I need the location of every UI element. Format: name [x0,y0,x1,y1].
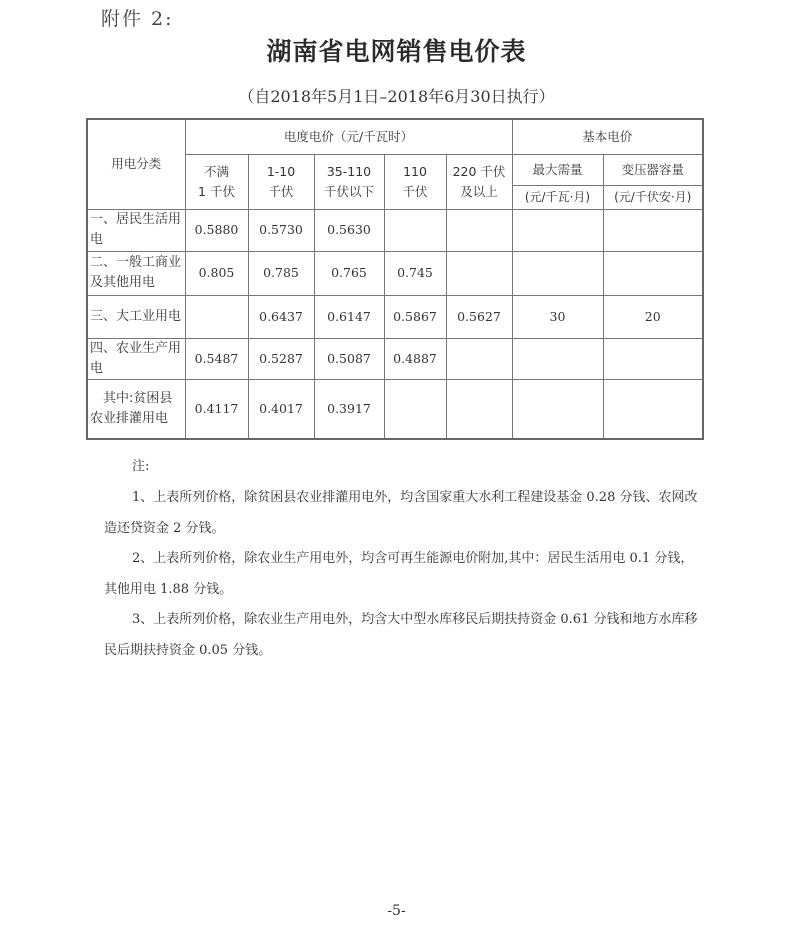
table-row [87,251,703,295]
category-cell: 二、一般工商业及其他用电 [87,251,185,295]
price-cell: 0.5627 [446,295,512,338]
price-cell: 0.5867 [384,295,446,338]
price-cell: 0.5880 [185,209,248,251]
table-row [87,379,703,439]
price-cell [512,209,603,251]
voltage-col-header [384,154,446,209]
price-cell: 30 [512,295,603,338]
header-line: 千伏 [402,183,428,199]
table-row [87,338,703,379]
price-cell: 0.3917 [314,379,384,439]
price-cell [446,338,512,379]
price-cell [603,379,703,439]
price-cell [446,251,512,295]
header-line: 35-110 [326,163,372,179]
table-row [87,295,703,338]
price-cell [603,209,703,251]
price-cell [384,379,446,439]
table-row [87,209,703,251]
header-line: 及以上 [460,183,498,199]
category-header: 用电分类 [87,119,185,209]
price-cell: 0.785 [248,251,314,295]
effective-period: （自2018年5月1日–2018年6月30日执行） [238,87,555,106]
price-cell [384,209,446,251]
notes-heading: 注: [132,459,150,474]
header-line: 220 千伏 [452,163,506,179]
price-cell: 0.745 [384,251,446,295]
voltage-col-header [446,154,512,209]
price-cell: 0.5730 [248,209,314,251]
attachment-label: 附件 2: [101,8,174,30]
price-cell [512,251,603,295]
energy-price-header: 电度电价（元/千瓦时） [185,119,512,154]
note-1: 1、上表所列价格，除贫困县农业排灌用电外，均含国家重大水利工程建设基金 0.28 分钱、农网改造还贷资金 2 分钱。 [104,490,698,536]
note-3: 3、上表所列价格，除农业生产用电外，均含大中型水库移民后期扶持资金 0.61 分钱和地方水库移民后期扶持资金 0.05 分钱。 [104,612,698,658]
header-line: 不满 [203,163,229,179]
price-cell: 0.765 [314,251,384,295]
voltage-col-header [314,154,384,209]
note-2: 2、上表所列价格，除农业生产用电外，均含可再生能源电价附加,其中：居民生活用电 0.1 分钱，其他用电 1.88 分钱。 [104,551,694,597]
basic-col-header: 最大需量 [512,154,603,185]
price-cell [446,209,512,251]
price-cell: 0.805 [185,251,248,295]
category-cell: 其中:贫困县农业排灌用电 [87,379,185,439]
header-line: 1 千伏 [198,183,235,199]
price-cell [603,338,703,379]
price-cell [512,338,603,379]
price-cell: 0.4887 [384,338,446,379]
price-cell: 0.4117 [185,379,248,439]
voltage-col-header [185,154,248,209]
header-line: 千伏以下 [323,183,374,199]
page-title: 湖南省电网销售电价表 [266,37,527,66]
price-cell [603,251,703,295]
category-cell: 三、大工业用电 [87,295,185,338]
basic-price-header: 基本电价 [512,119,703,154]
price-cell [446,379,512,439]
price-cell: 0.6147 [314,295,384,338]
basic-col-unit: (元/千伏安·月) [603,185,703,209]
price-table [86,118,704,440]
header-line: 1-10 [266,163,296,179]
price-cell: 20 [603,295,703,338]
basic-col-header: 变压器容量 [603,154,703,185]
header-line: 千伏 [268,183,294,199]
basic-col-unit: (元/千瓦·月) [512,185,603,209]
voltage-col-header [248,154,314,209]
page-number: -5- [387,903,406,919]
price-cell: 0.5630 [314,209,384,251]
price-cell: 0.5287 [248,338,314,379]
category-cell: 一、居民生活用电 [87,209,185,251]
category-cell: 四、农业生产用电 [87,338,185,379]
price-cell: 0.5487 [185,338,248,379]
price-cell [185,295,248,338]
price-cell: 0.6437 [248,295,314,338]
price-cell [512,379,603,439]
price-cell: 0.4017 [248,379,314,439]
price-cell: 0.5087 [314,338,384,379]
header-line: 110 [403,163,427,179]
